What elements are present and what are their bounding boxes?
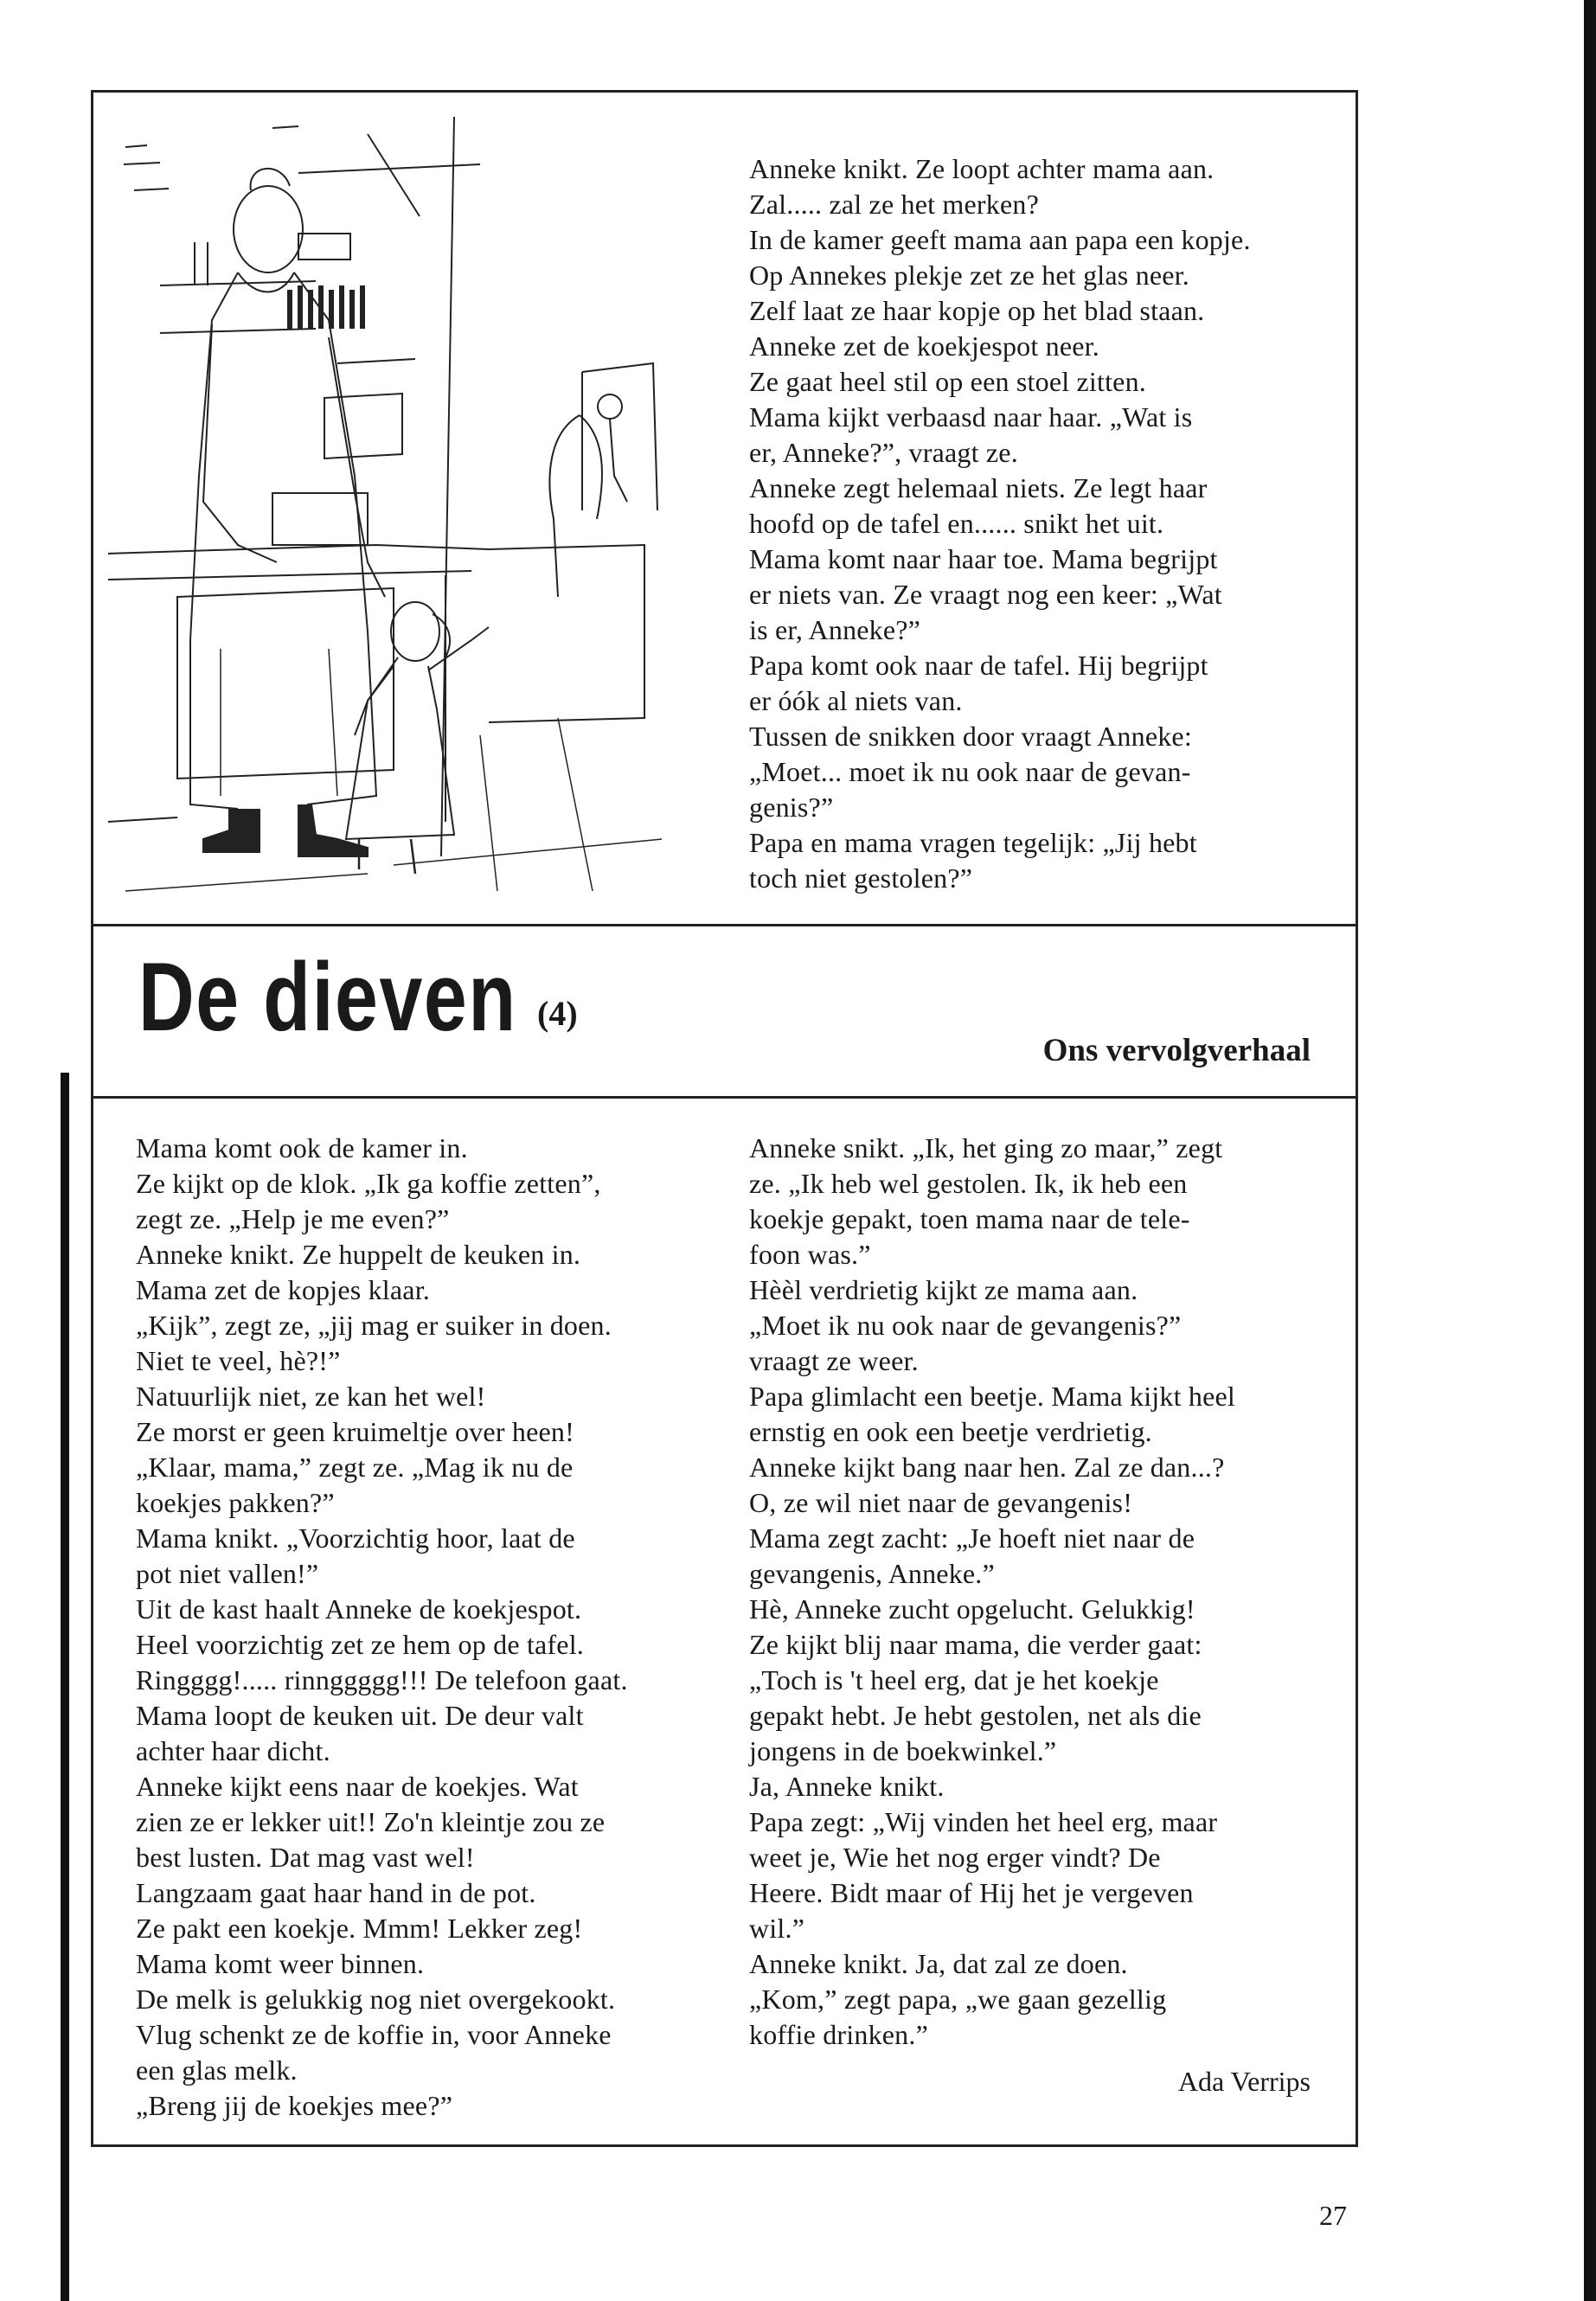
kitchen-illustration — [108, 112, 714, 908]
story-line: Mama knikt. „Voorzichtig hoor, laat de — [136, 1522, 575, 1554]
story-line: is er, Anneke?” — [749, 614, 921, 645]
story-line: Niet te veel, hè?!” — [136, 1345, 341, 1376]
story-line: koekjes pakken?” — [136, 1487, 335, 1518]
mother-figure — [190, 169, 385, 856]
story-line: foon was.” — [749, 1239, 871, 1270]
story-line: „Toch is 't heel erg, dat je het koekje — [749, 1664, 1159, 1695]
story-line: Anneke knikt. Ze loopt achter mama aan. — [749, 153, 1215, 184]
story-line: gevangenis, Anneke.” — [749, 1558, 995, 1589]
story-line: ernstig en ook een beetje verdrietig. — [749, 1416, 1152, 1447]
story-line: pot niet vallen!” — [136, 1558, 319, 1589]
story-line: Ze gaat heel stil op een stoel zitten. — [749, 366, 1146, 397]
story-line: Anneke knikt. Ja, dat zal ze doen. — [749, 1948, 1128, 1979]
story-line: genis?” — [749, 792, 834, 823]
story-line: Papa glimlacht een beetje. Mama kijkt heel — [749, 1381, 1235, 1412]
story-line: Mama zet de kopjes klaar. — [136, 1274, 430, 1305]
story-line: Op Annekes plekje zet ze het glas neer. — [749, 260, 1189, 291]
story-line: zien ze er lekker uit!! Zo'n kleintje zou ze — [136, 1806, 606, 1837]
story-line: Anneke snikt. „Ik, het ging zo maar,” zegt — [749, 1132, 1223, 1163]
story-line: „Breng jij de koekjes mee?” — [136, 2090, 453, 2121]
story-line: Mama komt naar haar toe. Mama begrijpt — [749, 543, 1218, 574]
figures-in-doorway — [549, 394, 627, 597]
story-line: In de kamer geeft mama aan papa een kopje. — [749, 224, 1251, 255]
part-number: (4) — [537, 994, 578, 1033]
series-subtitle: Ons vervolgverhaal — [1042, 1033, 1311, 1068]
story-line: Hè, Anneke zucht opgelucht. Gelukkig! — [749, 1593, 1195, 1625]
story-line: Mama komt weer binnen. — [136, 1948, 425, 1979]
story-line: best lusten. Dat mag vast wel! — [136, 1842, 475, 1873]
story-line: Ze morst er geen kruimeltje over heen! — [136, 1416, 574, 1447]
story-line: Heere. Bidt maar of Hij het je vergeven — [749, 1877, 1194, 1908]
story-line: Uit de kast haalt Anneke de koekjespot. — [136, 1593, 582, 1625]
story-line: zegt ze. „Help je me even?” — [136, 1203, 450, 1234]
story-line: O, ze wil niet naar de gevangenis! — [749, 1487, 1133, 1518]
story-line: Papa en mama vragen tegelijk: „Jij hebt — [749, 827, 1197, 858]
story-line: weet je, Wie het nog erger vindt? De — [749, 1842, 1161, 1873]
story-line: gepakt hebt. Je hebt gestolen, net als die — [749, 1700, 1202, 1731]
story-line: een glas melk. — [136, 2054, 298, 2086]
story-line: koekje gepakt, toen mama naar de tele- — [749, 1203, 1190, 1234]
story-line: Heel voorzichtig zet ze hem op de tafel. — [136, 1629, 584, 1660]
story-line: Anneke kijkt eens naar de koekjes. Wat — [136, 1771, 579, 1802]
story-line: Mama zegt zacht: „Je hoeft niet naar de — [749, 1522, 1195, 1554]
story-line: Mama loopt de keuken uit. De deur valt — [136, 1700, 584, 1731]
story-line: Zelf laat ze haar kopje op het blad staan. — [749, 295, 1205, 326]
story-line: koffie drinken.” — [749, 2019, 928, 2050]
story-line: Anneke zegt helemaal niets. Ze legt haar — [749, 472, 1208, 503]
scan-edge-left — [61, 1073, 69, 2301]
story-line: er, Anneke?”, vraagt ze. — [749, 437, 1018, 468]
story-line: vraagt ze weer. — [749, 1345, 919, 1376]
story-line: Ja, Anneke knikt. — [749, 1771, 945, 1802]
story-line: Natuurlijk niet, ze kan het wel! — [136, 1381, 486, 1412]
story-line: er óók al niets van. — [749, 685, 963, 716]
story-title: De dieven — [138, 943, 517, 1051]
scan-edge-right — [1584, 0, 1596, 2301]
story-line: Papa zegt: „Wij vinden het heel erg, maar — [749, 1806, 1218, 1837]
story-line: „Moet ik nu ook naar de gevangenis?” — [749, 1310, 1182, 1341]
story-line: Ze kijkt op de klok. „Ik ga koffie zetten”, — [136, 1168, 601, 1199]
story-line: Zal..... zal ze het merken? — [749, 189, 1039, 220]
story-line: er niets van. Ze vraagt nog een keer: „Wat — [749, 579, 1222, 610]
story-line: Ringggg!..... rinnggggg!!! De telefoon gaat. — [136, 1664, 628, 1695]
story-line: Mama kijkt verbaasd naar haar. „Wat is — [749, 401, 1193, 433]
story-line: Anneke kijkt bang naar hen. Zal ze dan...? — [749, 1452, 1225, 1483]
story-line: jongens in de boekwinkel.” — [749, 1735, 1057, 1766]
story-line: Mama komt ook de kamer in. — [136, 1132, 468, 1163]
story-line: Tussen de snikken door vraagt Anneke: — [749, 721, 1192, 752]
story-line: „Moet... moet ik nu ook naar de gevan- — [749, 756, 1191, 787]
page-number: 27 — [1319, 2200, 1347, 2231]
story-line: „Kijk”, zegt ze, „jij mag er suiker in doen. — [136, 1310, 612, 1341]
story-line: Papa komt ook naar de tafel. Hij begrijpt — [749, 650, 1208, 681]
story-line: wil.” — [749, 1913, 805, 1944]
author-name: Ada Verrips — [1177, 2066, 1311, 2097]
story-line: Langzaam gaat haar hand in de pot. — [136, 1877, 536, 1908]
story-line: Vlug schenkt ze de koffie in, voor Anneke — [136, 2019, 612, 2050]
story-line: „Kom,” zegt papa, „we gaan gezellig — [749, 1984, 1167, 2015]
story-column-bottom-left — [136, 1131, 702, 2124]
story-line: De melk is gelukkig nog niet overgekookt. — [136, 1984, 616, 2015]
story-line: hoofd op de tafel en...... snikt het uit. — [749, 508, 1164, 539]
story-line: „Klaar, mama,” zegt ze. „Mag ik nu de — [136, 1452, 574, 1483]
shelf-with-books — [160, 234, 362, 333]
story-column-bottom-right — [749, 1131, 1330, 2053]
story-line: ze. „Ik heb wel gestolen. Ik, ik heb een — [749, 1168, 1188, 1199]
story-line: achter haar dicht. — [136, 1735, 330, 1766]
story-line: Anneke knikt. Ze huppelt de keuken in. — [136, 1239, 581, 1270]
counter-and-cabinets — [108, 394, 644, 822]
story-line: Ze kijkt blij naar mama, die verder gaat: — [749, 1629, 1202, 1660]
story-line: Hèèl verdrietig kijkt ze mama aan. — [749, 1274, 1138, 1305]
story-column-top-right — [749, 151, 1330, 896]
story-line: Anneke zet de koekjespot neer. — [749, 330, 1099, 362]
story-line: Ze pakt een koekje. Mmm! Lekker zeg! — [136, 1913, 583, 1944]
story-line: toch niet gestolen?” — [749, 862, 973, 894]
